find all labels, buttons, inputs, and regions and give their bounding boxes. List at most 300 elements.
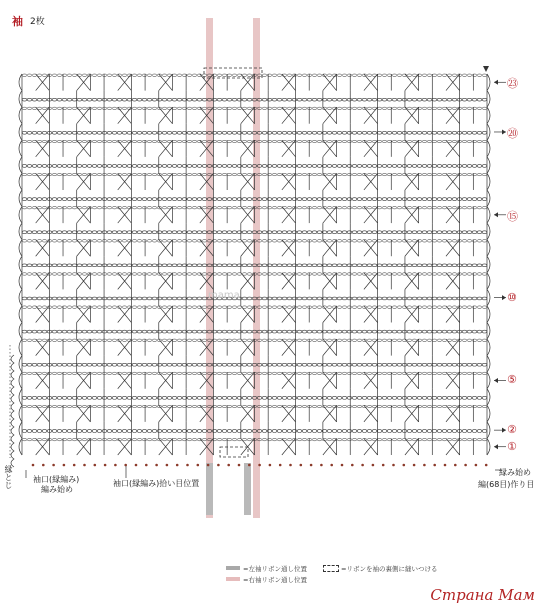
chain-stitch xyxy=(282,396,287,399)
chain-stitch xyxy=(292,264,297,267)
chain-stitch xyxy=(342,240,347,242)
chain-stitch xyxy=(347,74,352,76)
chain-stitch xyxy=(142,240,147,242)
chain-stitch xyxy=(67,264,72,267)
chain-stitch xyxy=(472,131,477,134)
chain-stitch xyxy=(482,231,487,234)
chain-stitch xyxy=(112,306,117,308)
chain-stitch xyxy=(142,396,147,399)
chain-stitch xyxy=(432,430,437,433)
chain-stitch xyxy=(72,306,77,308)
turning-chain xyxy=(487,306,490,323)
chain-stitch xyxy=(372,107,377,109)
chain-stitch xyxy=(187,330,192,333)
chain-stitch xyxy=(317,306,322,308)
chain-stitch xyxy=(37,306,42,308)
chain-stitch xyxy=(357,231,362,234)
chain-stitch xyxy=(327,173,332,175)
chain-stitch xyxy=(222,165,227,168)
chain-stitch xyxy=(67,372,72,374)
chain-stitch xyxy=(42,173,47,175)
chain-stitch xyxy=(232,438,237,440)
chain-stitch xyxy=(242,363,247,366)
chain-stitch xyxy=(157,264,162,267)
dashed-box-icon xyxy=(323,565,339,572)
chain-stitch xyxy=(177,430,182,433)
chain-stitch xyxy=(342,74,347,76)
chain-stitch xyxy=(162,231,167,234)
chain-stitch xyxy=(37,74,42,76)
chain-stitch xyxy=(282,198,287,201)
chain-stitch xyxy=(132,240,137,242)
chain-stitch xyxy=(477,231,482,234)
chain-stitch xyxy=(342,264,347,267)
chain-stitch xyxy=(467,173,472,175)
chain-stitch xyxy=(72,131,77,134)
chain-stitch xyxy=(297,405,302,407)
chain-stitch xyxy=(302,98,307,101)
chain-stitch xyxy=(362,297,367,300)
chain-stitch xyxy=(122,98,127,101)
foundation-dot xyxy=(279,464,282,467)
chain-stitch xyxy=(132,264,137,267)
chain-stitch xyxy=(337,74,342,76)
chain-stitch xyxy=(197,231,202,234)
chain-stitch xyxy=(297,107,302,109)
chain-stitch xyxy=(312,140,317,142)
chain-stitch xyxy=(422,240,427,242)
chain-stitch xyxy=(42,372,47,374)
chain-stitch xyxy=(97,438,102,440)
chain-stitch xyxy=(102,173,107,175)
chain-stitch xyxy=(147,173,152,175)
chain-stitch xyxy=(112,438,117,440)
chain-stitch xyxy=(92,430,97,433)
chain-stitch xyxy=(352,131,357,134)
chain-stitch xyxy=(27,173,32,175)
chain-stitch xyxy=(102,198,107,201)
chain-stitch xyxy=(217,430,222,433)
chain-stitch xyxy=(482,273,487,275)
chain-stitch xyxy=(67,207,72,209)
chain-stitch xyxy=(342,198,347,201)
chain-stitch xyxy=(297,297,302,300)
chain-stitch xyxy=(342,140,347,142)
chain-stitch xyxy=(342,438,347,440)
chain-stitch xyxy=(32,98,37,101)
chain-stitch xyxy=(172,363,177,366)
chain-stitch xyxy=(162,306,167,308)
chain-stitch xyxy=(312,231,317,234)
chain-stitch xyxy=(462,306,467,308)
chain-stitch xyxy=(187,173,192,175)
chain-stitch xyxy=(357,207,362,209)
chain-stitch xyxy=(217,74,222,76)
chain-stitch xyxy=(122,131,127,134)
chain-stitch xyxy=(137,173,142,175)
chain-stitch xyxy=(287,273,292,275)
chain-stitch xyxy=(312,363,317,366)
chain-stitch xyxy=(462,363,467,366)
chain-stitch xyxy=(417,363,422,366)
chain-stitch xyxy=(222,207,227,209)
chain-stitch xyxy=(412,297,417,300)
chain-stitch xyxy=(222,372,227,374)
chain-stitch xyxy=(197,430,202,433)
chain-stitch xyxy=(112,339,117,341)
chain-stitch xyxy=(142,339,147,341)
chain-stitch xyxy=(172,438,177,440)
turning-chain xyxy=(19,289,22,306)
chain-stitch xyxy=(427,140,432,142)
chain-stitch xyxy=(317,405,322,407)
chain-stitch xyxy=(42,438,47,440)
chain-stitch xyxy=(352,264,357,267)
chain-stitch xyxy=(352,297,357,300)
chain-stitch xyxy=(42,165,47,168)
chain-stitch xyxy=(172,131,177,134)
chain-stitch xyxy=(392,396,397,399)
chain-stitch xyxy=(482,339,487,341)
chain-stitch xyxy=(472,396,477,399)
chain-stitch xyxy=(227,438,232,440)
chain-stitch xyxy=(52,306,57,308)
chain-stitch xyxy=(337,363,342,366)
chain-stitch xyxy=(57,405,62,407)
chain-stitch xyxy=(137,396,142,399)
chain-stitch xyxy=(137,306,142,308)
chain-stitch xyxy=(72,264,77,267)
chain-stitch xyxy=(172,339,177,341)
row-arrow-right-icon xyxy=(502,428,506,433)
chain-stitch xyxy=(407,173,412,175)
chain-stitch xyxy=(132,372,137,374)
chain-stitch xyxy=(132,198,137,201)
chain-stitch xyxy=(357,98,362,101)
chain-stitch xyxy=(172,396,177,399)
chain-stitch xyxy=(467,396,472,399)
chain-stitch xyxy=(337,240,342,242)
chain-stitch xyxy=(372,264,377,267)
chain-stitch xyxy=(237,173,242,175)
chain-stitch xyxy=(162,264,167,267)
chain-stitch xyxy=(132,74,137,76)
chain-stitch xyxy=(357,405,362,407)
chain-stitch xyxy=(232,98,237,101)
chain-stitch xyxy=(57,98,62,101)
chain-stitch xyxy=(247,131,252,134)
chain-stitch xyxy=(372,165,377,168)
chain-stitch xyxy=(367,131,372,134)
chain-stitch xyxy=(142,140,147,142)
left-ribbon-swatch xyxy=(226,566,240,570)
chain-stitch xyxy=(247,231,252,234)
chain-stitch xyxy=(87,330,92,333)
chain-stitch xyxy=(42,207,47,209)
chain-stitch xyxy=(72,98,77,101)
chain-stitch xyxy=(82,264,87,267)
foundation-dot xyxy=(372,464,375,467)
chain-stitch xyxy=(37,198,42,201)
chain-stitch xyxy=(307,131,312,134)
chain-stitch xyxy=(482,306,487,308)
chain-stitch xyxy=(237,240,242,242)
foundation-dot xyxy=(464,464,467,467)
chain-stitch xyxy=(402,330,407,333)
chain-stitch xyxy=(172,98,177,101)
chain-stitch xyxy=(422,165,427,168)
chain-stitch xyxy=(397,198,402,201)
chain-stitch xyxy=(57,231,62,234)
chain-stitch xyxy=(337,396,342,399)
chain-stitch xyxy=(232,173,237,175)
chain-stitch xyxy=(312,339,317,341)
chain-stitch xyxy=(112,297,117,300)
chain-stitch xyxy=(462,198,467,201)
chain-stitch xyxy=(227,107,232,109)
chain-stitch xyxy=(367,140,372,142)
chain-stitch xyxy=(92,339,97,341)
turning-chain xyxy=(19,190,22,207)
chain-stitch xyxy=(317,297,322,300)
chain-stitch xyxy=(417,430,422,433)
chain-stitch xyxy=(477,165,482,168)
chain-stitch xyxy=(262,339,267,341)
chain-stitch xyxy=(312,107,317,109)
chain-stitch xyxy=(442,396,447,399)
chain-stitch xyxy=(112,131,117,134)
chain-stitch xyxy=(422,363,427,366)
chain-stitch xyxy=(382,231,387,234)
chain-stitch xyxy=(337,372,342,374)
chain-stitch xyxy=(92,231,97,234)
chain-stitch xyxy=(352,339,357,341)
chain-stitch xyxy=(367,107,372,109)
left-ribbon-text: =左袖リボン通し位置 xyxy=(243,565,307,573)
chain-stitch xyxy=(82,297,87,300)
chain-stitch xyxy=(52,273,57,275)
chain-stitch xyxy=(472,98,477,101)
chain-stitch xyxy=(107,207,112,209)
chain-stitch xyxy=(402,98,407,101)
chain-stitch xyxy=(142,297,147,300)
turning-chain xyxy=(19,207,22,224)
chain-stitch xyxy=(452,372,457,374)
chain-stitch xyxy=(137,372,142,374)
foundation-dot xyxy=(310,464,313,467)
chain-stitch xyxy=(232,165,237,168)
chain-stitch xyxy=(367,297,372,300)
chain-stitch xyxy=(32,430,37,433)
chain-stitch xyxy=(227,98,232,101)
chain-stitch xyxy=(222,231,227,234)
chain-stitch xyxy=(137,438,142,440)
chain-stitch xyxy=(312,173,317,175)
chain-stitch xyxy=(387,264,392,267)
chain-stitch xyxy=(32,74,37,76)
chain-stitch xyxy=(397,231,402,234)
chain-stitch xyxy=(227,306,232,308)
chain-stitch xyxy=(227,396,232,399)
chain-stitch xyxy=(437,430,442,433)
chain-stitch xyxy=(467,339,472,341)
chain-stitch xyxy=(372,207,377,209)
chain-stitch xyxy=(297,306,302,308)
chain-stitch xyxy=(187,198,192,201)
turning-chain xyxy=(487,74,490,91)
chain-stitch xyxy=(407,430,412,433)
chain-stitch xyxy=(277,339,282,341)
chain-stitch xyxy=(242,297,247,300)
chain-stitch xyxy=(412,339,417,341)
chain-stitch xyxy=(32,396,37,399)
chain-stitch xyxy=(397,98,402,101)
right-ribbon-swatch xyxy=(226,577,240,581)
row-marker-5: ⑤ xyxy=(507,373,517,387)
chain-stitch xyxy=(417,396,422,399)
chain-stitch xyxy=(37,98,42,101)
chain-stitch xyxy=(197,98,202,101)
chain-stitch xyxy=(442,273,447,275)
chain-stitch xyxy=(407,165,412,168)
chain-stitch xyxy=(347,430,352,433)
chain-stitch xyxy=(452,231,457,234)
chain-stitch xyxy=(102,297,107,300)
chain-stitch xyxy=(397,438,402,440)
chain-stitch xyxy=(287,372,292,374)
chain-stitch xyxy=(122,264,127,267)
chain-stitch xyxy=(432,273,437,275)
chain-stitch xyxy=(42,231,47,234)
chain-stitch xyxy=(327,231,332,234)
turning-chain xyxy=(487,223,490,240)
chain-stitch xyxy=(237,372,242,374)
chain-stitch xyxy=(332,363,337,366)
chain-stitch xyxy=(442,339,447,341)
chain-stitch xyxy=(342,107,347,109)
chain-stitch xyxy=(177,273,182,275)
chain-stitch xyxy=(422,231,427,234)
chain-stitch xyxy=(97,372,102,374)
chain-stitch xyxy=(422,107,427,109)
chain-stitch xyxy=(112,396,117,399)
chain-stitch xyxy=(217,231,222,234)
chain-stitch xyxy=(287,405,292,407)
chain-stitch xyxy=(177,264,182,267)
chain-stitch xyxy=(162,396,167,399)
chain-stitch xyxy=(407,131,412,134)
chain-stitch xyxy=(352,107,357,109)
chain-stitch xyxy=(302,430,307,433)
chain-stitch xyxy=(442,264,447,267)
chain-stitch xyxy=(277,107,282,109)
chain-stitch xyxy=(97,306,102,308)
chain-stitch xyxy=(222,264,227,267)
chain-stitch xyxy=(217,405,222,407)
chain-stitch xyxy=(187,273,192,275)
row-arrow-left-icon xyxy=(494,80,498,85)
chain-stitch xyxy=(22,405,27,407)
chain-stitch xyxy=(482,264,487,267)
chain-stitch xyxy=(317,98,322,101)
foundation-dot xyxy=(341,464,344,467)
chain-stitch xyxy=(312,240,317,242)
chain-stitch xyxy=(337,297,342,300)
chain-stitch xyxy=(392,405,397,407)
chain-stitch xyxy=(52,264,57,267)
chain-stitch xyxy=(402,396,407,399)
chain-stitch xyxy=(397,363,402,366)
chain-stitch xyxy=(137,363,142,366)
chain-stitch xyxy=(342,339,347,341)
chain-stitch xyxy=(422,306,427,308)
chain-stitch xyxy=(37,107,42,109)
chain-stitch xyxy=(302,231,307,234)
chain-stitch xyxy=(467,306,472,308)
chain-stitch xyxy=(232,330,237,333)
chain-stitch xyxy=(427,330,432,333)
chain-stitch xyxy=(482,438,487,440)
chain-stitch xyxy=(317,165,322,168)
chain-stitch xyxy=(407,240,412,242)
chain-stitch xyxy=(297,273,302,275)
chain-stitch xyxy=(197,264,202,267)
chain-stitch xyxy=(232,273,237,275)
chain-stitch xyxy=(82,74,87,76)
chain-stitch xyxy=(172,273,177,275)
chain-stitch xyxy=(22,264,27,267)
chain-stitch xyxy=(382,363,387,366)
chain-stitch xyxy=(112,207,117,209)
chain-stitch xyxy=(22,231,27,234)
chain-stitch xyxy=(22,273,27,275)
chain-stitch xyxy=(412,231,417,234)
chain-stitch xyxy=(482,330,487,333)
turning-chain xyxy=(487,273,490,290)
chain-stitch xyxy=(242,330,247,333)
chain-stitch xyxy=(452,240,457,242)
chain-stitch xyxy=(122,173,127,175)
chain-stitch xyxy=(142,363,147,366)
chain-stitch xyxy=(247,207,252,209)
chain-stitch xyxy=(137,165,142,168)
chain-stitch xyxy=(477,363,482,366)
chain-stitch xyxy=(82,339,87,341)
row-arrow-left-icon xyxy=(494,212,498,217)
chain-stitch xyxy=(72,405,77,407)
chain-stitch xyxy=(137,98,142,101)
chain-stitch xyxy=(67,107,72,109)
chain-stitch xyxy=(477,98,482,101)
chain-stitch xyxy=(462,107,467,109)
chain-stitch xyxy=(442,107,447,109)
chain-stitch xyxy=(227,430,232,433)
chain-stitch xyxy=(217,273,222,275)
chain-stitch xyxy=(237,438,242,440)
chain-stitch xyxy=(77,264,82,267)
chain-stitch xyxy=(482,107,487,109)
chain-stitch xyxy=(312,165,317,168)
chain-stitch xyxy=(382,438,387,440)
chain-stitch xyxy=(452,165,457,168)
chain-stitch xyxy=(432,306,437,308)
chain-stitch xyxy=(382,264,387,267)
chain-stitch xyxy=(262,330,267,333)
chain-stitch xyxy=(387,198,392,201)
chain-stitch xyxy=(392,240,397,242)
chain-stitch xyxy=(122,297,127,300)
chain-stitch xyxy=(462,430,467,433)
